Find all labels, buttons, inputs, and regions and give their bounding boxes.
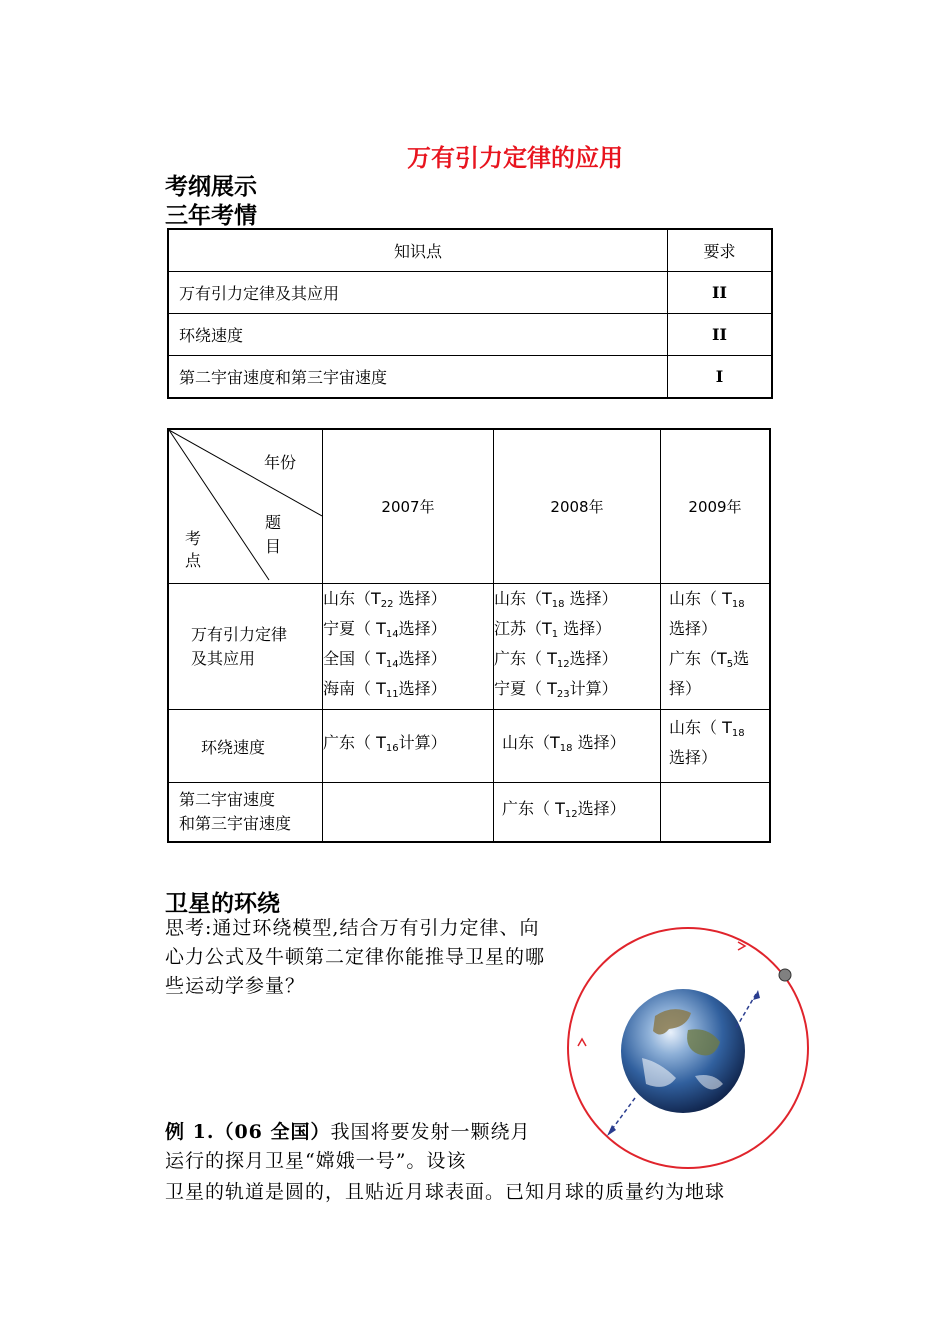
- entry-prefix: 山东（T: [502, 733, 560, 752]
- section-heading-syllabus: 考纲展示: [165, 173, 257, 200]
- topic-cell: [168, 584, 323, 710]
- entry-prefix: 江苏（T: [494, 618, 552, 638]
- exam-entry: [669, 587, 769, 617]
- exam-entry: [502, 797, 660, 827]
- table-row: [168, 584, 770, 710]
- earth-globe: [621, 989, 745, 1113]
- level-cell: II: [668, 314, 773, 356]
- section-heading-exam-history: 三年考情: [165, 202, 257, 229]
- think-paragraph: 思考:通过环绕模型,结合万有引力定律、向心力公式及牛顿第二定律你能推导卫星的哪些运动学参量？: [165, 917, 546, 997]
- table-header-row: [168, 229, 772, 272]
- corner-question-label-b: 目: [265, 537, 282, 556]
- entry-type: 选择）: [564, 588, 618, 608]
- table-row: [168, 272, 772, 314]
- entry-prefix: 全国（ T: [323, 648, 386, 668]
- entries-2009: [661, 584, 771, 710]
- level-cell: I: [668, 356, 773, 399]
- entry-prefix: 广东（T: [669, 648, 727, 668]
- corner-topic-label-b: 点: [185, 551, 202, 570]
- exam-entry: [323, 731, 493, 761]
- example-source: （06 全国）: [214, 1121, 331, 1143]
- question-number: 11: [385, 688, 399, 700]
- question-number: 23: [556, 688, 570, 700]
- question-number: 5: [726, 658, 734, 670]
- year-header: 2008年: [494, 429, 661, 584]
- corner-question-label-a: 题: [265, 513, 282, 532]
- exam-entry: [494, 677, 660, 707]
- corner-topic-label-a: 考: [185, 529, 202, 548]
- question-number: 18: [551, 598, 565, 610]
- exam-entry: [494, 617, 660, 647]
- entry-prefix: 择）: [669, 678, 702, 698]
- exam-entry: [669, 617, 769, 647]
- table-row: [168, 356, 772, 399]
- entry-prefix: 选择）: [669, 618, 718, 638]
- question-number: 18: [559, 743, 573, 754]
- entry-type: 计算）: [398, 733, 447, 752]
- entry-prefix: 山东（ T: [669, 588, 732, 608]
- entry-type: 选择）: [398, 678, 447, 698]
- entry-prefix: 山东（T: [494, 588, 552, 608]
- entry-type: 选择）: [398, 618, 447, 638]
- arrow-icon: [607, 1098, 635, 1136]
- entry-prefix: 广东（ T: [323, 733, 386, 752]
- example-continuation: 卫星的轨道是圆的，且贴近月球表面。已知月球的质量约为地球: [165, 1181, 726, 1203]
- entry-prefix: 山东（T: [323, 588, 381, 608]
- entries-2007: [323, 783, 494, 843]
- entries-2009: [661, 783, 771, 843]
- entry-prefix: 山东（ T: [669, 718, 732, 737]
- entries-2008: [494, 783, 661, 843]
- question-number: 18: [731, 728, 745, 739]
- corner-diagonal-lines: [169, 430, 322, 583]
- topic-cell: [168, 783, 323, 843]
- topic-line: 环绕速度: [201, 737, 266, 757]
- exam-entry: [323, 677, 493, 707]
- exam-entry: [669, 746, 769, 776]
- entry-type: 选择）: [398, 648, 447, 668]
- question-number: 16: [385, 743, 399, 754]
- topic-line: 万有引力定律: [191, 624, 288, 644]
- exam-entry: [323, 587, 493, 617]
- section-heading-satellite: 卫星的环绕: [165, 890, 280, 917]
- entry-prefix: 宁夏（ T: [323, 618, 386, 638]
- orbit-diagram: [560, 918, 818, 1180]
- entry-type: 选择）: [572, 733, 626, 752]
- question-number: 1: [551, 628, 559, 640]
- question-number: 22: [380, 598, 394, 610]
- entry-prefix: 宁夏（ T: [494, 678, 557, 698]
- exam-entry: [323, 647, 493, 677]
- entries-2008: [494, 710, 661, 783]
- arrow-icon: [736, 990, 760, 1028]
- entry-type: 选择）: [393, 588, 447, 608]
- example-text: 我国将要发射一颗绕月运行的探月卫星“嫦娥一号”。设该: [165, 1121, 531, 1172]
- topic-line: 及其应用: [191, 648, 256, 668]
- entries-2007: [323, 584, 494, 710]
- table-row: [168, 783, 770, 843]
- exam-entry: [669, 647, 769, 677]
- exam-entry: [669, 716, 769, 746]
- topic-line: 和第三宇宙速度: [179, 814, 292, 833]
- entry-type: 选择）: [577, 799, 626, 818]
- topic-line: 第二宇宙速度: [179, 790, 276, 809]
- exam-entry: [494, 587, 660, 617]
- entry-type: 选择）: [558, 618, 612, 638]
- table-row: [168, 314, 772, 356]
- topic-cell: 万有引力定律及其应用: [168, 272, 668, 314]
- entry-prefix: 广东（ T: [494, 648, 557, 668]
- entry-prefix: 选择）: [669, 748, 718, 767]
- year-header: 2007年: [323, 429, 494, 584]
- table-row: [168, 710, 770, 783]
- entry-prefix: 广东（ T: [502, 799, 565, 818]
- syllabus-table: [167, 228, 773, 399]
- entries-2007: [323, 710, 494, 783]
- entry-type: 选: [733, 648, 750, 668]
- exam-entry: [494, 647, 660, 677]
- header-requirement: 要求: [668, 229, 773, 272]
- page-title: 万有引力定律的应用: [407, 143, 623, 172]
- exam-entry: [502, 731, 660, 761]
- entry-type: 计算）: [569, 678, 618, 698]
- exam-entry: [323, 617, 493, 647]
- question-number: 14: [385, 658, 399, 670]
- question-number: 12: [564, 809, 578, 820]
- example-paragraph: [165, 1118, 550, 1176]
- corner-year-label: 年份: [264, 453, 297, 472]
- question-number: 18: [731, 598, 745, 610]
- question-number: 12: [556, 658, 570, 670]
- header-topic: 知识点: [168, 229, 668, 272]
- entries-2008: [494, 584, 661, 710]
- question-number: 14: [385, 628, 399, 640]
- example-label: 例 1.: [165, 1121, 215, 1143]
- topic-cell: 环绕速度: [168, 314, 668, 356]
- year-header: 2009年: [661, 429, 771, 584]
- entry-type: 选择）: [569, 648, 618, 668]
- topic-cell: [168, 710, 323, 783]
- entries-2009: [661, 710, 771, 783]
- topic-cell: 第二宇宙速度和第三宇宙速度: [168, 356, 668, 399]
- satellite-icon: [779, 969, 791, 981]
- exam-entry: [669, 677, 769, 707]
- entry-prefix: 海南（ T: [323, 678, 386, 698]
- level-cell: II: [668, 272, 773, 314]
